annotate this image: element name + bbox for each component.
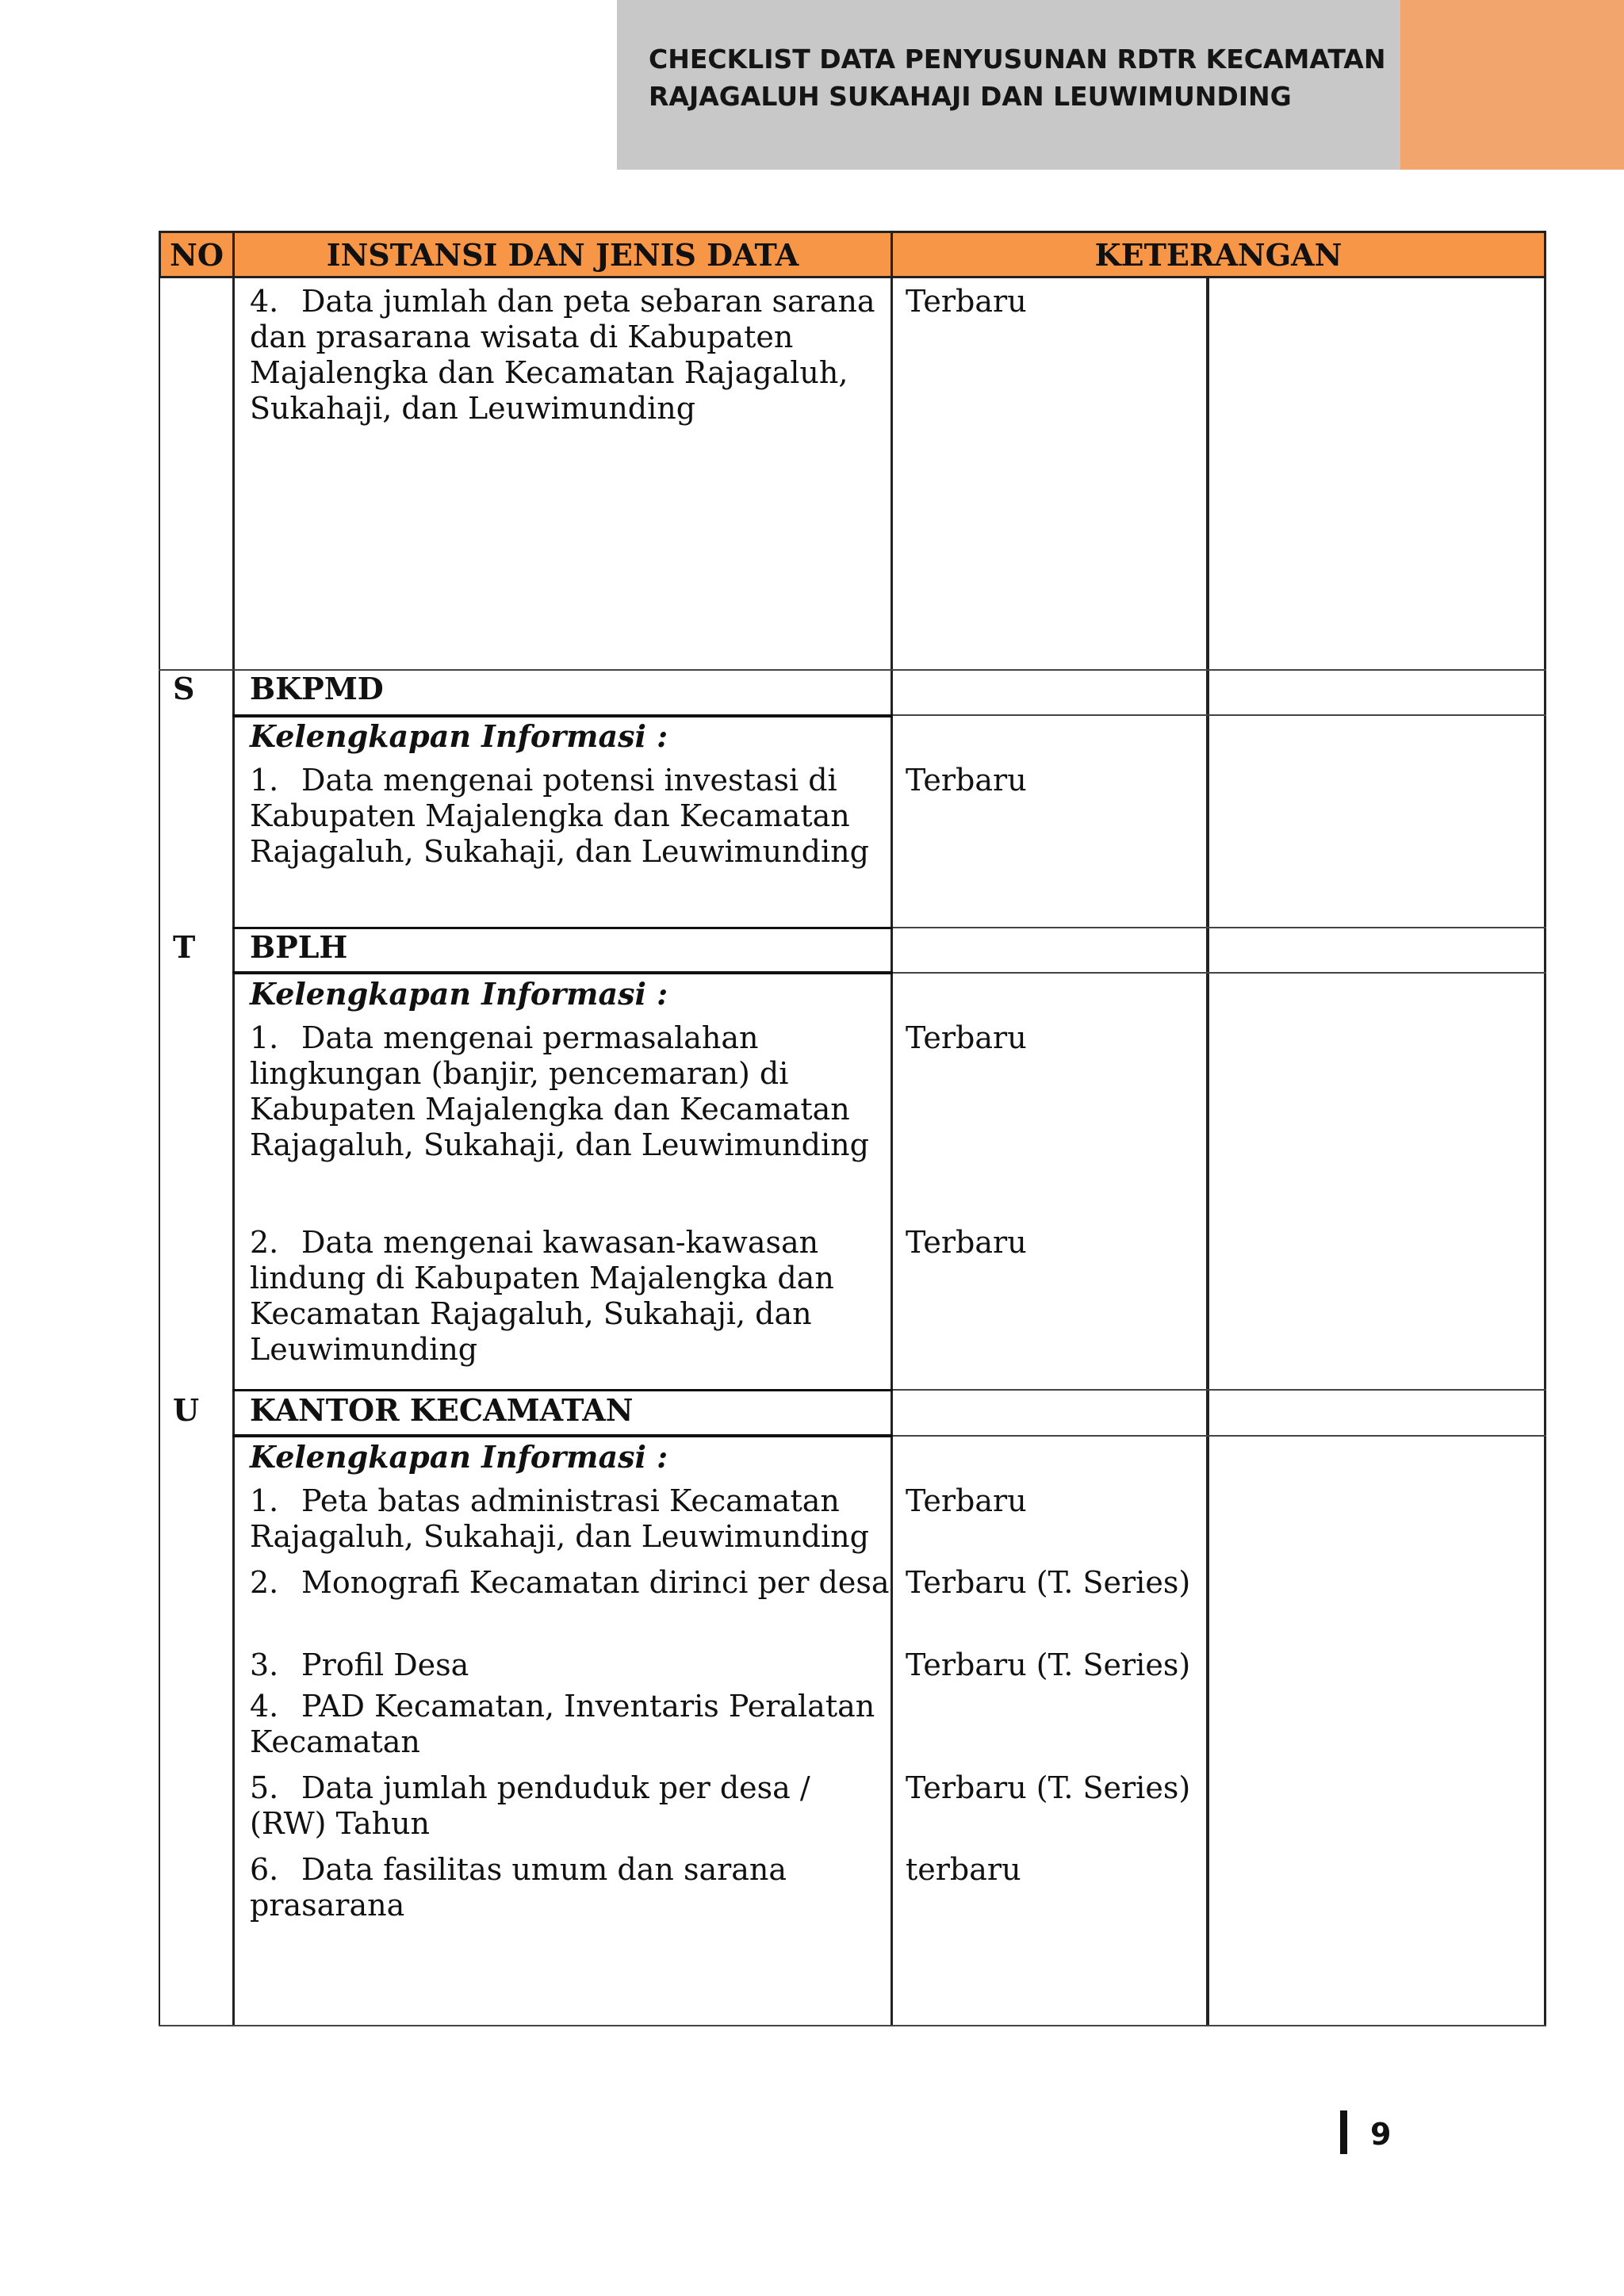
keterangan-value: Terbaru (T. Series) — [906, 1565, 1191, 1600]
column-divider-no — [232, 276, 235, 2026]
list-item-text: Kabupaten Majalengka dan Kecamatan — [250, 798, 850, 833]
list-item-text: Kecamatan — [250, 1724, 420, 1759]
row-divider — [893, 927, 1546, 928]
column-header-keterangan: KETERANGAN — [891, 231, 1546, 278]
section-letter: T — [173, 929, 196, 965]
agency-underline — [232, 714, 893, 718]
header-accent-block — [1400, 0, 1624, 170]
list-item-text: 3. Profil Desa — [250, 1647, 469, 1682]
list-item-text: dan prasarana wisata di Kabupaten — [250, 320, 794, 354]
row-divider — [893, 1389, 1546, 1391]
list-item-text: 2. Data mengenai kawasan-kawasan — [250, 1225, 819, 1260]
keterangan-value: terbaru — [906, 1852, 1021, 1887]
page-number-bar — [1340, 2110, 1347, 2154]
section-letter: S — [173, 671, 195, 706]
agency-underline — [232, 1434, 893, 1437]
list-item-text: 4. PAD Kecamatan, Inventaris Peralatan — [250, 1689, 875, 1724]
list-item-text: 1. Data mengenai permasalahan — [250, 1020, 759, 1055]
row-divider — [232, 1389, 893, 1391]
list-item-text: Rajagaluh, Sukahaji, dan Leuwimunding — [250, 1127, 869, 1162]
list-item-text: Kabupaten Majalengka dan Kecamatan — [250, 1092, 850, 1127]
keterangan-value: Terbaru — [906, 284, 1027, 319]
keterangan-value: Terbaru — [906, 1020, 1027, 1055]
list-item-text: 4. Data jumlah dan peta sebaran sarana — [250, 284, 875, 319]
list-item-text: Rajagaluh, Sukahaji, dan Leuwimunding — [250, 834, 869, 869]
keterangan-value: Terbaru — [906, 763, 1027, 798]
column-divider-keterangan — [1206, 276, 1209, 2026]
agency-name: BKPMD — [250, 671, 384, 706]
document-title-line-2: RAJAGALUH SUKAHAJI DAN LEUWIMUNDING — [649, 81, 1292, 112]
list-item-text: lingkungan (banjir, pencemaran) di — [250, 1056, 789, 1091]
keterangan-value: Terbaru — [906, 1483, 1027, 1518]
keterangan-value: Terbaru (T. Series) — [906, 1770, 1191, 1805]
row-divider — [893, 972, 1546, 974]
list-item-text: 6. Data fasilitas umum dan sarana — [250, 1852, 787, 1887]
list-item-text: prasarana — [250, 1888, 405, 1923]
column-header-no: NO — [159, 231, 235, 278]
list-item-text: 5. Data jumlah penduduk per desa / — [250, 1770, 810, 1805]
list-item-text: (RW) Tahun — [250, 1806, 431, 1841]
agency-name: KANTOR KECAMATAN — [250, 1392, 634, 1428]
row-divider — [893, 1435, 1546, 1437]
section-subheading: Kelengkapan Informasi : — [250, 718, 668, 754]
table-border-right — [1544, 276, 1546, 2026]
list-item-text: Majalengka dan Kecamatan Rajagaluh, — [250, 355, 848, 390]
section-subheading: Kelengkapan Informasi : — [250, 976, 668, 1012]
column-divider-instansi — [891, 276, 893, 2026]
column-header-instansi: INSTANSI DAN JENIS DATA — [232, 231, 893, 278]
document-title-line-1: CHECKLIST DATA PENYUSUNAN RDTR KECAMATAN — [649, 44, 1386, 75]
list-item-text: Rajagaluh, Sukahaji, dan Leuwimunding — [250, 1519, 869, 1554]
agency-name: BPLH — [250, 929, 348, 965]
list-item-text: 1. Data mengenai potensi investasi di — [250, 763, 837, 798]
row-divider — [893, 714, 1546, 716]
keterangan-value: Terbaru (T. Series) — [906, 1647, 1191, 1682]
list-item-text: lindung di Kabupaten Majalengka dan — [250, 1261, 834, 1295]
table-border-left — [159, 276, 160, 2026]
checklist-table — [159, 231, 1546, 2026]
list-item-text: 1. Peta batas administrasi Kecamatan — [250, 1483, 840, 1518]
keterangan-value: Terbaru — [906, 1225, 1027, 1260]
section-letter: U — [173, 1392, 200, 1428]
section-subheading: Kelengkapan Informasi : — [250, 1439, 668, 1475]
list-item-text: Sukahaji, dan Leuwimunding — [250, 391, 696, 426]
table-border-bottom — [159, 2025, 1546, 2026]
agency-underline — [232, 971, 893, 974]
list-item-text: Kecamatan Rajagaluh, Sukahaji, dan — [250, 1296, 812, 1331]
page-number: 9 — [1370, 2117, 1392, 2152]
list-item-text: Leuwimunding — [250, 1332, 478, 1367]
list-item-text: 2. Monografi Kecamatan dirinci per desa — [250, 1565, 890, 1600]
